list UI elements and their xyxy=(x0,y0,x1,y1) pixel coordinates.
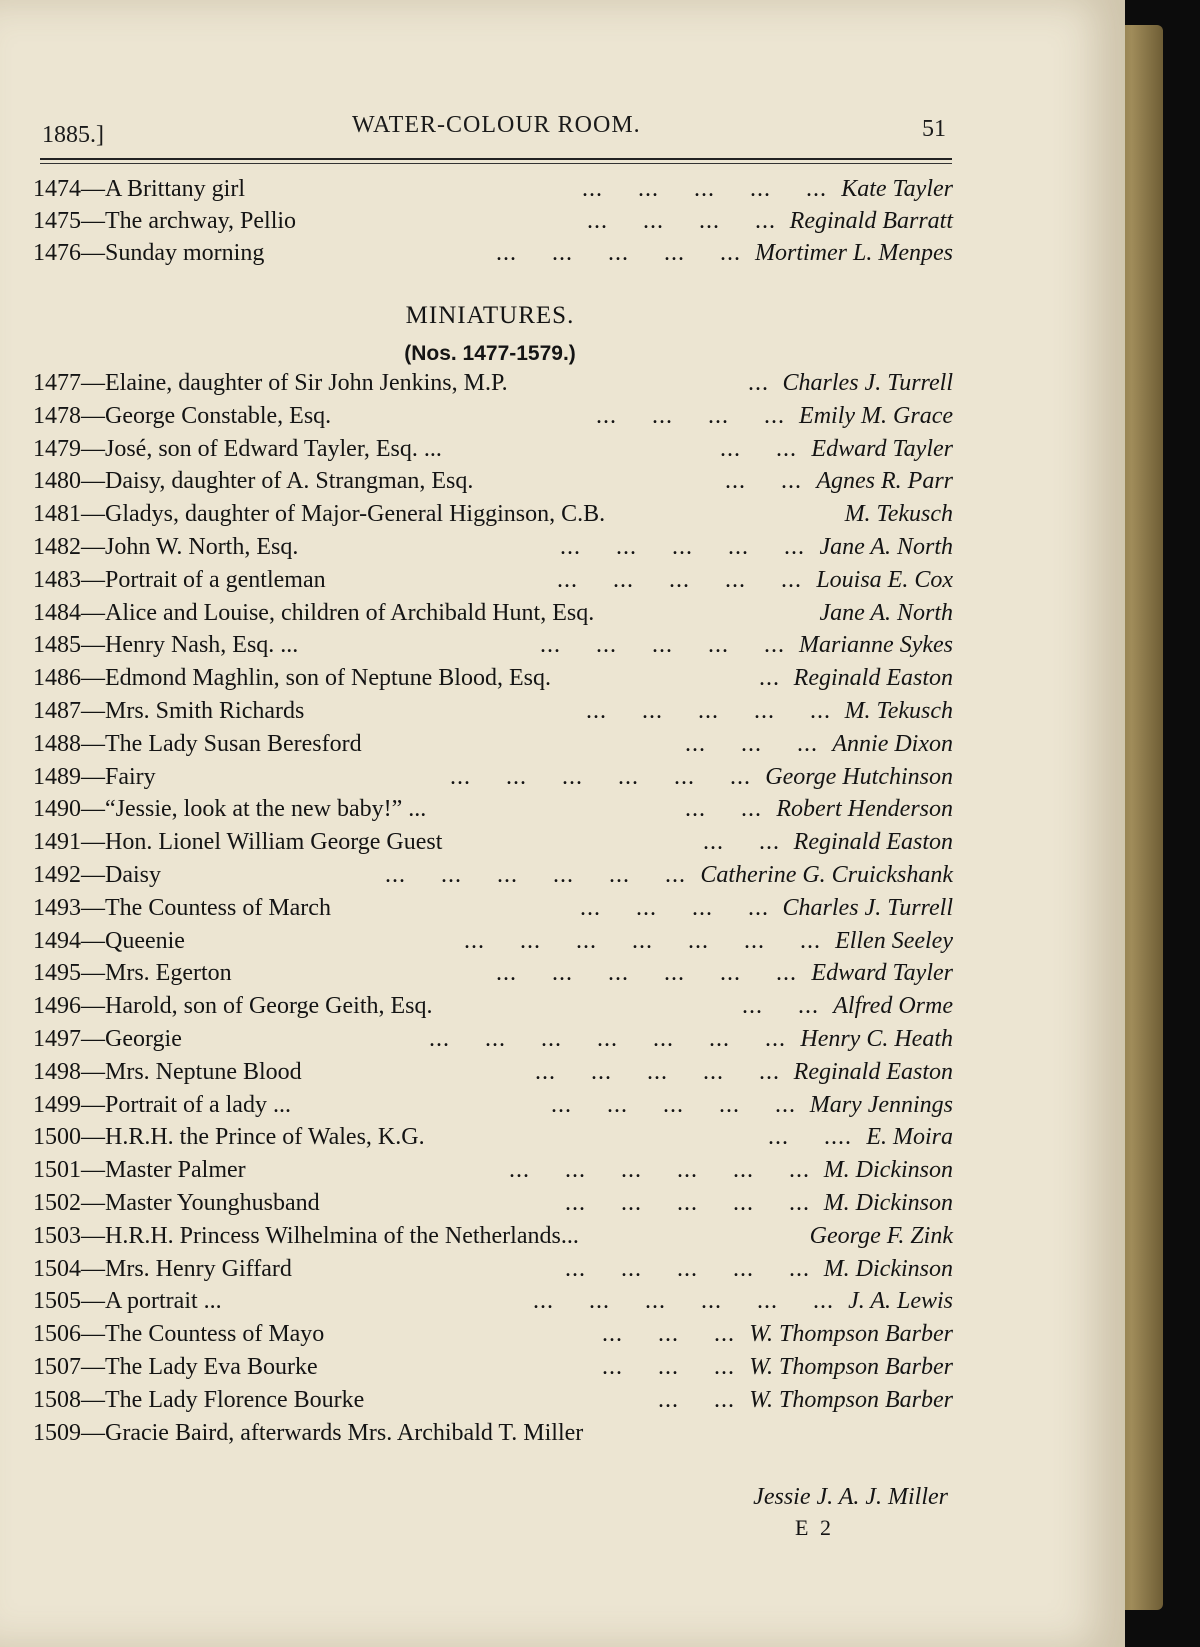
entry-title: 1498—Mrs. Neptune Blood xyxy=(33,1058,302,1085)
entry-title: 1501—Master Palmer xyxy=(33,1157,246,1184)
entry-title: 1496—Harold, son of George Geith, Esq. xyxy=(33,993,433,1020)
catalogue-entry xyxy=(33,895,953,928)
catalogue-entry xyxy=(33,567,953,600)
entry-artist: M. Tekusch xyxy=(844,501,953,528)
leader-dots: ... ... xyxy=(742,993,819,1020)
leader-dots: ... ... ... ... ... xyxy=(540,632,785,659)
entry-artist: Charles J. Turrell xyxy=(782,894,953,921)
catalogue-entry xyxy=(33,862,953,895)
last-entry-artist: Jessie J. A. J. Miller xyxy=(753,1484,948,1510)
entry-title: 1494—Queenie xyxy=(33,927,185,954)
entry-artist: Reginald Easton xyxy=(793,829,953,856)
entry-title: 1490—“Jessie, look at the new baby!” ... xyxy=(33,796,427,823)
entry-artist: Emily M. Grace xyxy=(799,402,953,429)
entry-title: 1489—Fairy xyxy=(33,763,156,790)
entry-title: 1493—The Countess of March xyxy=(33,894,331,921)
entry-artist: E. Moira xyxy=(866,1124,953,1151)
leader-dots: ... ... ... ... ... xyxy=(565,1255,810,1282)
entry-title: 1481—Gladys, daughter of Major-General Higginson, C.B. xyxy=(33,501,606,528)
catalogue-entry xyxy=(33,240,953,273)
catalogue-entry xyxy=(33,1124,953,1157)
entry-artist: Jane A. North xyxy=(819,534,953,560)
leader-dots: ... ... ... ... ... xyxy=(535,1058,780,1085)
page-number: 51 xyxy=(922,116,946,142)
entry-title: 1476—Sunday morning xyxy=(33,240,265,266)
catalogue-entry xyxy=(33,1256,953,1289)
entry-title: 1484—Alice and Louise, children of Archibald Hunt, Esq. xyxy=(33,599,595,626)
catalogue-entry xyxy=(33,1420,953,1453)
section-subtitle: (Nos. 1477-1579.) xyxy=(404,342,576,365)
entry-artist: Mary Jennings xyxy=(809,1091,953,1118)
entry-title: 1508—The Lady Florence Bourke xyxy=(33,1386,365,1413)
leader-dots: ... ... ... ... ... xyxy=(551,1091,796,1118)
header-rule-thin xyxy=(40,163,952,164)
leader-dots: ... ... ... xyxy=(685,730,818,757)
entry-artist: Jane A. North xyxy=(819,599,953,626)
entry-artist: Robert Henderson xyxy=(776,796,953,823)
entry-title: 1475—The archway, Pellio xyxy=(33,208,297,234)
catalogue-entry xyxy=(33,993,953,1026)
leader-dots: ... ... ... ... ... xyxy=(496,240,741,266)
catalogue-entry xyxy=(33,1288,953,1321)
catalogue-entry xyxy=(33,731,953,764)
entry-artist: Henry C. Heath xyxy=(800,1026,953,1052)
leader-dots: ... xyxy=(759,665,780,692)
catalogue-entry xyxy=(33,764,953,797)
entry-title: 1506—The Countess of Mayo xyxy=(33,1321,325,1348)
catalogue-entry xyxy=(33,1092,953,1125)
catalogue-entry xyxy=(33,928,953,961)
entry-title: 1509—Gracie Baird, afterwards Mrs. Archibald T. Miller xyxy=(33,1419,584,1446)
entry-title: 1482—John W. North, Esq. xyxy=(33,534,299,560)
entry-artist: Edward Tayler xyxy=(811,435,953,462)
entry-title: 1485—Henry Nash, Esq. ... xyxy=(33,632,299,659)
catalogue-entry xyxy=(33,1354,953,1387)
leader-dots: ... ... ... xyxy=(602,1354,735,1380)
entry-title: 1491—Hon. Lionel William George Guest xyxy=(33,829,443,856)
entry-artist: George Hutchinson xyxy=(765,763,953,790)
signature-mark: E 2 xyxy=(795,1515,834,1540)
catalogue-entry xyxy=(33,960,953,993)
leader-dots: ... ... xyxy=(725,468,802,495)
leader-dots: ... ... ... ... ... xyxy=(560,534,805,560)
entry-artist: W. Thompson Barber xyxy=(749,1386,953,1413)
entry-artist: Kate Tayler xyxy=(841,176,953,202)
catalogue-entry xyxy=(33,534,953,567)
leader-dots: ... ... ... ... ... ... xyxy=(533,1288,834,1315)
leader-dots: ... ... ... ... ... xyxy=(586,698,831,724)
catalogue-entry xyxy=(33,1157,953,1190)
leader-dots: ... ... ... xyxy=(602,1321,735,1348)
entry-artist: M. Dickinson xyxy=(823,1157,953,1184)
entry-artist: Ellen Seeley xyxy=(835,927,953,954)
entry-artist: Marianne Sykes xyxy=(799,632,953,659)
entry-artist: M. Dickinson xyxy=(823,1190,953,1216)
header-year: 1885.] xyxy=(42,122,104,148)
entry-artist: Mortimer L. Menpes xyxy=(755,240,953,266)
leader-dots: ... ... xyxy=(658,1386,735,1413)
catalogue-entry xyxy=(33,698,953,731)
entry-artist: Reginald Barratt xyxy=(789,208,953,234)
leader-dots: ... ... ... ... ... ... ... xyxy=(429,1026,786,1052)
header-rule xyxy=(40,158,952,160)
catalogue-entry xyxy=(33,796,953,829)
leader-dots: ... ... ... ... ... xyxy=(557,566,802,593)
catalogue-entry xyxy=(33,1387,953,1420)
leader-dots: ... ... xyxy=(685,796,762,823)
catalogue-entry xyxy=(33,208,953,241)
catalogue-entry xyxy=(33,1059,953,1092)
entry-artist: M. Tekusch xyxy=(844,698,953,724)
catalogue-entry xyxy=(33,1223,953,1256)
leader-dots: ... .... xyxy=(768,1124,852,1151)
catalogue-entry xyxy=(33,829,953,862)
entry-title: 1492—Daisy xyxy=(33,862,161,888)
entry-artist: W. Thompson Barber xyxy=(749,1354,953,1380)
entry-title: 1499—Portrait of a lady ... xyxy=(33,1091,291,1118)
leader-dots: ... ... ... ... ... xyxy=(565,1190,810,1216)
catalogue-entry xyxy=(33,176,953,209)
catalogue-entry xyxy=(33,1026,953,1059)
entry-artist: George F. Zink xyxy=(809,1222,953,1249)
entry-title: 1483—Portrait of a gentleman xyxy=(33,566,326,593)
entry-artist: Alfred Orme xyxy=(833,993,953,1020)
leader-dots: ... ... ... ... ... ... ... xyxy=(464,927,821,954)
entry-title: 1479—José, son of Edward Tayler, Esq. ... xyxy=(33,435,442,462)
entry-artist: J. A. Lewis xyxy=(848,1288,953,1315)
catalogue-entry xyxy=(33,403,953,436)
entry-title: 1507—The Lady Eva Bourke xyxy=(33,1354,318,1380)
entry-title: 1486—Edmond Maghlin, son of Neptune Blood, Esq. xyxy=(33,665,551,692)
entry-title: 1488—The Lady Susan Beresford xyxy=(33,730,362,757)
leader-dots: ... ... ... ... ... ... xyxy=(385,862,686,888)
entry-artist: M. Dickinson xyxy=(823,1255,953,1282)
leader-dots: ... ... ... ... ... ... xyxy=(509,1157,810,1184)
entry-title: 1480—Daisy, daughter of A. Strangman, Esq. xyxy=(33,468,474,495)
catalogue-entry xyxy=(33,501,953,534)
entry-artist: Annie Dixon xyxy=(832,730,953,757)
entry-artist: Reginald Easton xyxy=(793,665,953,692)
leader-dots: ... ... ... ... ... xyxy=(582,176,827,202)
entry-artist: Catherine G. Cruickshank xyxy=(700,862,953,888)
entry-title: 1500—H.R.H. the Prince of Wales, K.G. xyxy=(33,1124,425,1151)
entry-title: 1478—George Constable, Esq. xyxy=(33,402,332,429)
catalogue-entry xyxy=(33,370,953,403)
entry-title: 1504—Mrs. Henry Giffard xyxy=(33,1255,292,1282)
catalogue-entry xyxy=(33,436,953,469)
entry-title: 1497—Georgie xyxy=(33,1026,182,1052)
leader-dots: ... ... ... ... ... ... xyxy=(450,763,751,790)
leader-dots: ... ... ... ... xyxy=(587,208,776,234)
catalogue-entry xyxy=(33,665,953,698)
catalogue-entry xyxy=(33,1321,953,1354)
entry-artist: Louisa E. Cox xyxy=(816,566,953,593)
leader-dots: ... xyxy=(748,370,769,396)
leader-dots: ... ... ... ... xyxy=(596,402,785,429)
leader-dots: ... ... ... ... ... ... xyxy=(496,960,797,987)
header-title: WATER-COLOUR ROOM. xyxy=(352,112,641,138)
entry-title: 1502—Master Younghusband xyxy=(33,1190,320,1216)
entry-title: 1505—A portrait ... xyxy=(33,1288,222,1315)
entry-artist: W. Thompson Barber xyxy=(749,1321,953,1348)
entry-artist: Charles J. Turrell xyxy=(782,370,953,396)
catalogue-entry xyxy=(33,468,953,501)
catalogue-entry xyxy=(33,632,953,665)
entry-artist: Edward Tayler xyxy=(811,960,953,987)
entry-title: 1495—Mrs. Egerton xyxy=(33,960,232,987)
leader-dots: ... ... ... ... xyxy=(580,894,769,921)
catalogue-entry xyxy=(33,1190,953,1223)
entry-title: 1474—A Brittany girl xyxy=(33,176,245,202)
entry-title: 1477—Elaine, daughter of Sir John Jenkins, M.P. xyxy=(33,370,508,396)
entry-artist: Agnes R. Parr xyxy=(816,468,953,495)
entry-artist: Reginald Easton xyxy=(793,1058,953,1085)
catalogue-entry xyxy=(33,600,953,633)
leader-dots: ... ... xyxy=(703,829,780,856)
entry-title: 1503—H.R.H. Princess Wilhelmina of the Netherlands... xyxy=(33,1222,579,1249)
leader-dots: ... ... xyxy=(720,435,797,462)
running-header xyxy=(42,112,952,152)
entry-title: 1487—Mrs. Smith Richards xyxy=(33,698,305,724)
section-title: MINIATURES. xyxy=(405,302,575,329)
